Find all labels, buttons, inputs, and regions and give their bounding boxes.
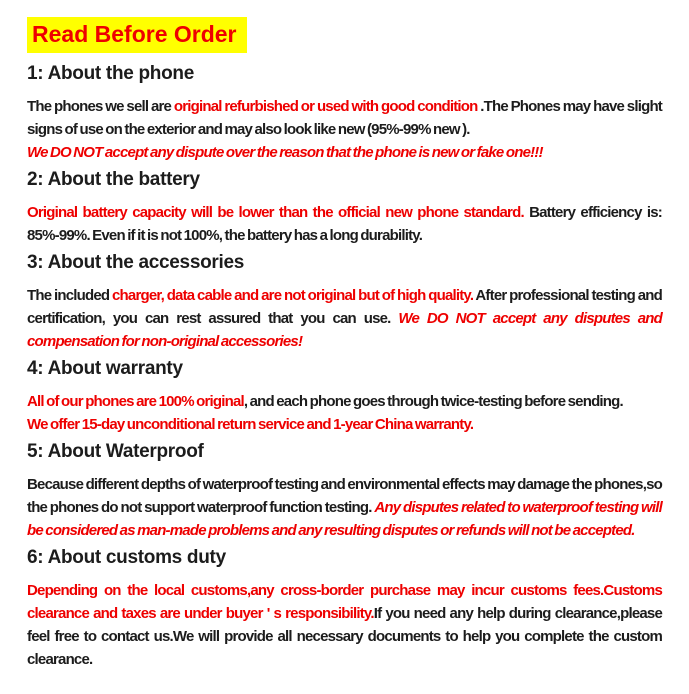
paragraph [27, 413, 662, 436]
text-run: If you need any help during clearance,please feel free to contact us.We will provide all necessary documents to help you complete the custom clearance. [27, 605, 662, 668]
text-run: All of our phones are 100% original [27, 393, 244, 410]
text-run: Because different depths of waterproof testing and environmental effects may damage the phones,so the phones do not support waterproof function testing. [27, 476, 662, 516]
text-run: Depending on the local customs,any cross-border purchase may incur customs fees.Customs clearance and taxes are under buyer ' s responsibility. [27, 582, 662, 622]
section [27, 168, 662, 247]
paragraph [27, 390, 662, 413]
section-heading: 3: About the accessories [27, 252, 245, 273]
paragraph [27, 95, 662, 141]
text-run: We offer 15-day unconditional return service and 1-year China warranty. [27, 416, 474, 433]
section-body [27, 201, 662, 247]
text-run: The phones we sell are [27, 98, 174, 115]
text-run: After professional testing and certification, you can rest assured that you can use. [27, 287, 663, 327]
section [27, 251, 662, 353]
section-body [27, 579, 662, 671]
section-heading: 5: About Waterproof [27, 441, 204, 462]
section-heading: 6: About customs duty [27, 547, 226, 568]
sections [27, 62, 662, 671]
section-body [27, 284, 662, 353]
paragraph [27, 141, 662, 164]
text-run: Any disputes related to waterproof testing will be considered as man-made problems and any resulting disputes or refunds will not be accepted. [27, 499, 662, 539]
page-title: Read Before Order [27, 17, 247, 53]
text-run: , and each phone goes through twice-testing before sending. [243, 393, 623, 410]
section-body [27, 473, 662, 542]
paragraph [27, 473, 662, 542]
section-heading: 1: About the phone [27, 63, 194, 84]
text-run: original refurbished or used with good condition [173, 98, 481, 115]
section [27, 62, 662, 164]
text-run: Battery efficiency is: 85%-99%. Even if it is not 100%, the battery has a long durability. [27, 204, 662, 244]
paragraph [27, 201, 662, 247]
paragraph [27, 579, 662, 671]
title-row [27, 17, 662, 53]
section [27, 546, 662, 671]
section-heading: 2: About the battery [27, 169, 200, 190]
section [27, 357, 662, 436]
text-run: charger, data cable and are not original but of high quality. [112, 287, 474, 304]
text-run: We DO NOT accept any dispute over the reason that the phone is new or fake one!!! [27, 144, 543, 161]
section-heading: 4: About warranty [27, 358, 183, 379]
section-body [27, 95, 662, 164]
text-run: The included [27, 287, 112, 304]
text-run: .The Phones may have slight signs of use on the exterior and may also look like new (95%-99% new ). [27, 98, 663, 138]
section [27, 440, 662, 542]
section-body [27, 390, 662, 436]
text-run: We DO NOT accept any disputes and compensation for non-original accessories! [27, 310, 662, 350]
text-run: Original battery capacity will be lower than the official new phone standard. [27, 204, 524, 221]
paragraph [27, 284, 662, 353]
